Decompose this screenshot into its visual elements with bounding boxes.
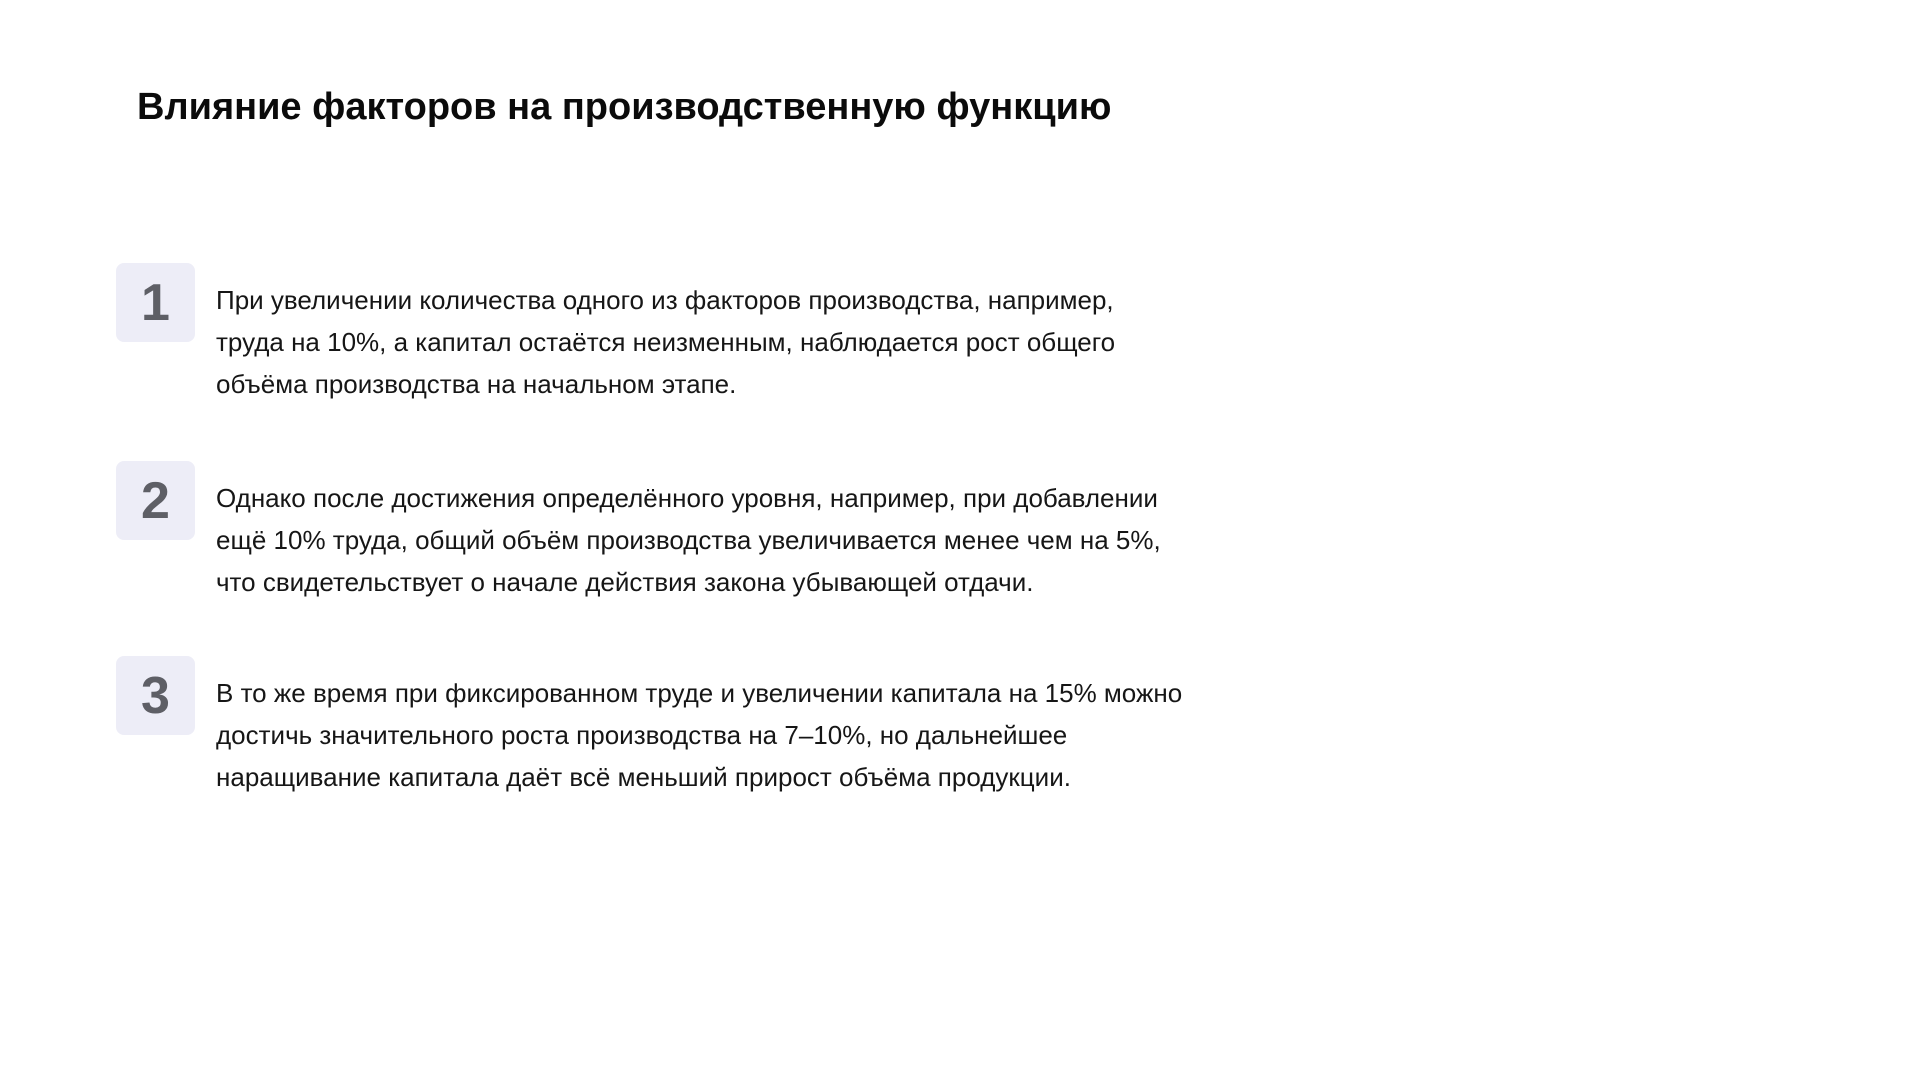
point-text-line: В то же время при фиксированном труде и увеличении капитала на 15% можно — [216, 678, 1183, 708]
point-text-line: объёма производства на начальном этапе. — [216, 369, 737, 399]
point-text-line: труда на 10%, а капитал остаётся неизменным, наблюдается рост общего — [216, 327, 1116, 357]
point-text-line: ещё 10% труда, общий объём производства увеличивается менее чем на 5%, — [216, 525, 1161, 555]
slide-title: Влияние факторов на производственную функцию — [137, 86, 1112, 128]
point-number-badge: 2 — [116, 461, 195, 540]
point-text-line: что свидетельствует о начале действия закона убывающей отдачи. — [216, 567, 1034, 597]
point-text — [216, 672, 1266, 798]
point-text-line: Однако после достижения определённого уровня, например, при добавлении — [216, 483, 1158, 513]
point-text — [216, 279, 1266, 405]
point-text-line: наращивание капитала даёт всё меньший прирост объёма продукции. — [216, 762, 1071, 792]
point-number-badge: 1 — [116, 263, 195, 342]
point-text-line: достичь значительного роста производства на 7–10%, но дальнейшее — [216, 720, 1068, 750]
point-text-line: При увеличении количества одного из факторов производства, например, — [216, 285, 1114, 315]
point-number-badge: 3 — [116, 656, 195, 735]
point-text — [216, 477, 1266, 603]
